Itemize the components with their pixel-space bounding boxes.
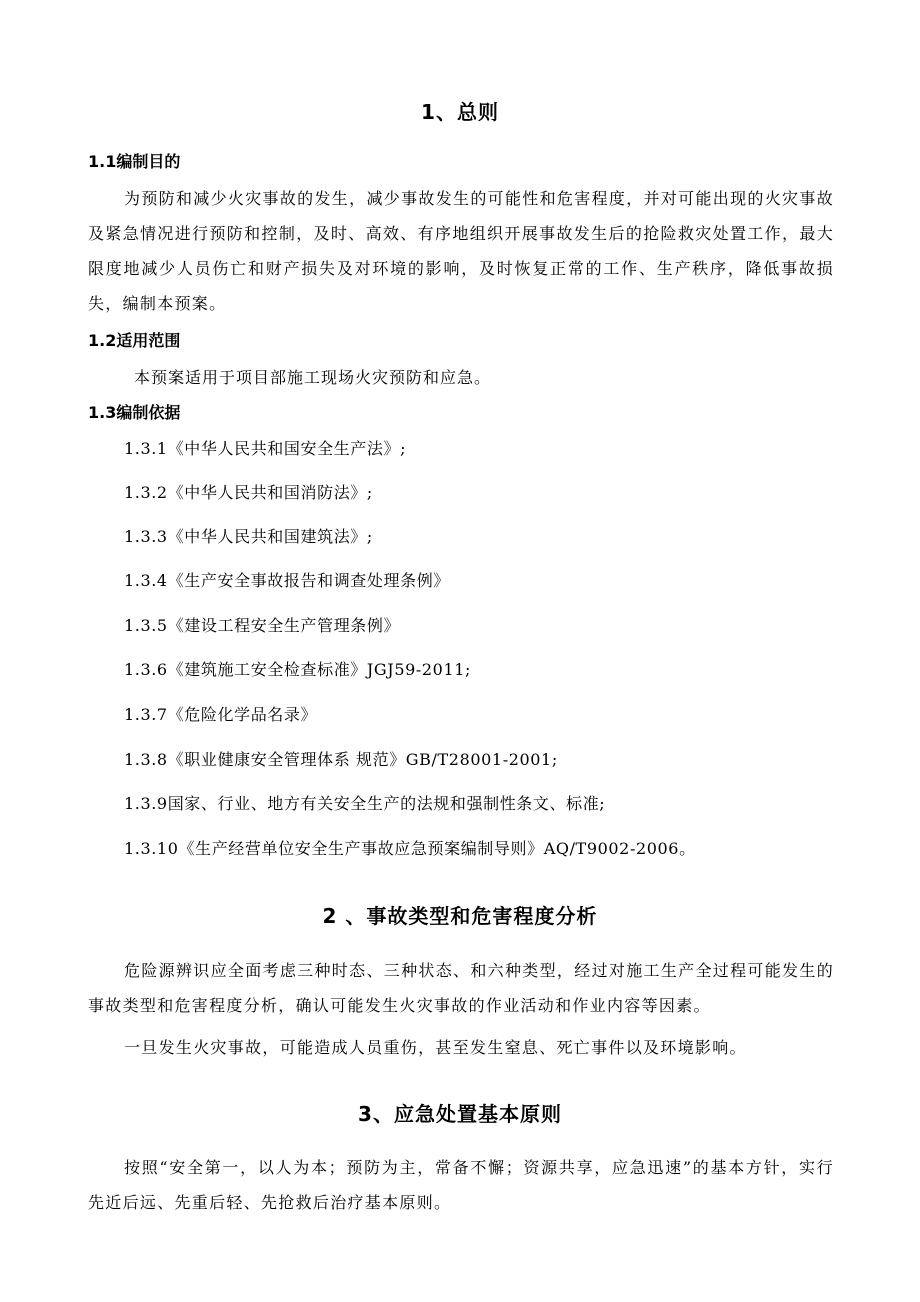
section-2-title: 2 、事故类型和危害程度分析 [322,904,598,928]
section-1-2-body: 本预案适用于项目部施工现场火灾预防和应急。 [134,368,492,387]
section-1-1-heading: 1.1编制目的 [88,152,181,171]
reference-item: 1.3.3《中华人民共和国建筑法》; [124,527,373,546]
reference-item: 1.3.8《职业健康安全管理体系 规范》GB/T28001-2001; [124,750,558,769]
reference-item: 1.3.6《建筑施工安全检查标准》JGJ59-2011; [124,660,471,679]
reference-item: 1.3.7《危险化学品名录》 [124,705,318,724]
reference-item: 1.3.10《生产经营单位安全生产事故应急预案编制导则》AQ/T9002-2006。 [124,839,696,858]
section-1-title: 1、总则 [421,100,499,124]
section-3-para-1: 按照“安全第一，以人为本；预防为主，常备不懈；资源共享，应急迅速”的基本方针，实行先近后远、先重后轻、先抢救后治疗基本原则。 [88,1158,834,1212]
section-1-3-heading: 1.3编制依据 [88,403,181,422]
section-1-1-body: 为预防和减少火灾事故的发生，减少事故发生的可能性和危害程度，并对可能出现的火灾事故及紧急情况进行预防和控制，及时、高效、有序地组织开展事故发生后的抢险救灾处置工作，最大限度地减少人员伤亡和财产损失及对环境的影响，及时恢复正常的工作、生产秩序，降低事故损失，编制本预案。 [88,189,834,313]
section-2-para-2: 一旦发生火灾事故，可能造成人员重伤，甚至发生窒息、死亡事件以及环境影响。 [124,1038,747,1057]
section-1-2-heading: 1.2适用范围 [88,331,181,350]
reference-item: 1.3.2《中华人民共和国消防法》; [124,483,373,502]
reference-item: 1.3.9国家、行业、地方有关安全生产的法规和强制性条文、标准; [124,794,606,813]
reference-item: 1.3.4《生产安全事故报告和调查处理条例》 [124,571,450,590]
reference-item: 1.3.5《建设工程安全生产管理条例》 [124,616,401,635]
section-2-para-1: 危险源辨识应全面考虑三种时态、三种状态、和六种类型，经过对施工生产全过程可能发生的事故类型和危害程度分析，确认可能发生火灾事故的作业活动和作业内容等因素。 [88,961,834,1015]
reference-item: 1.3.1《中华人民共和国安全生产法》; [124,439,407,458]
section-3-title: 3、应急处置基本原则 [358,1102,562,1126]
